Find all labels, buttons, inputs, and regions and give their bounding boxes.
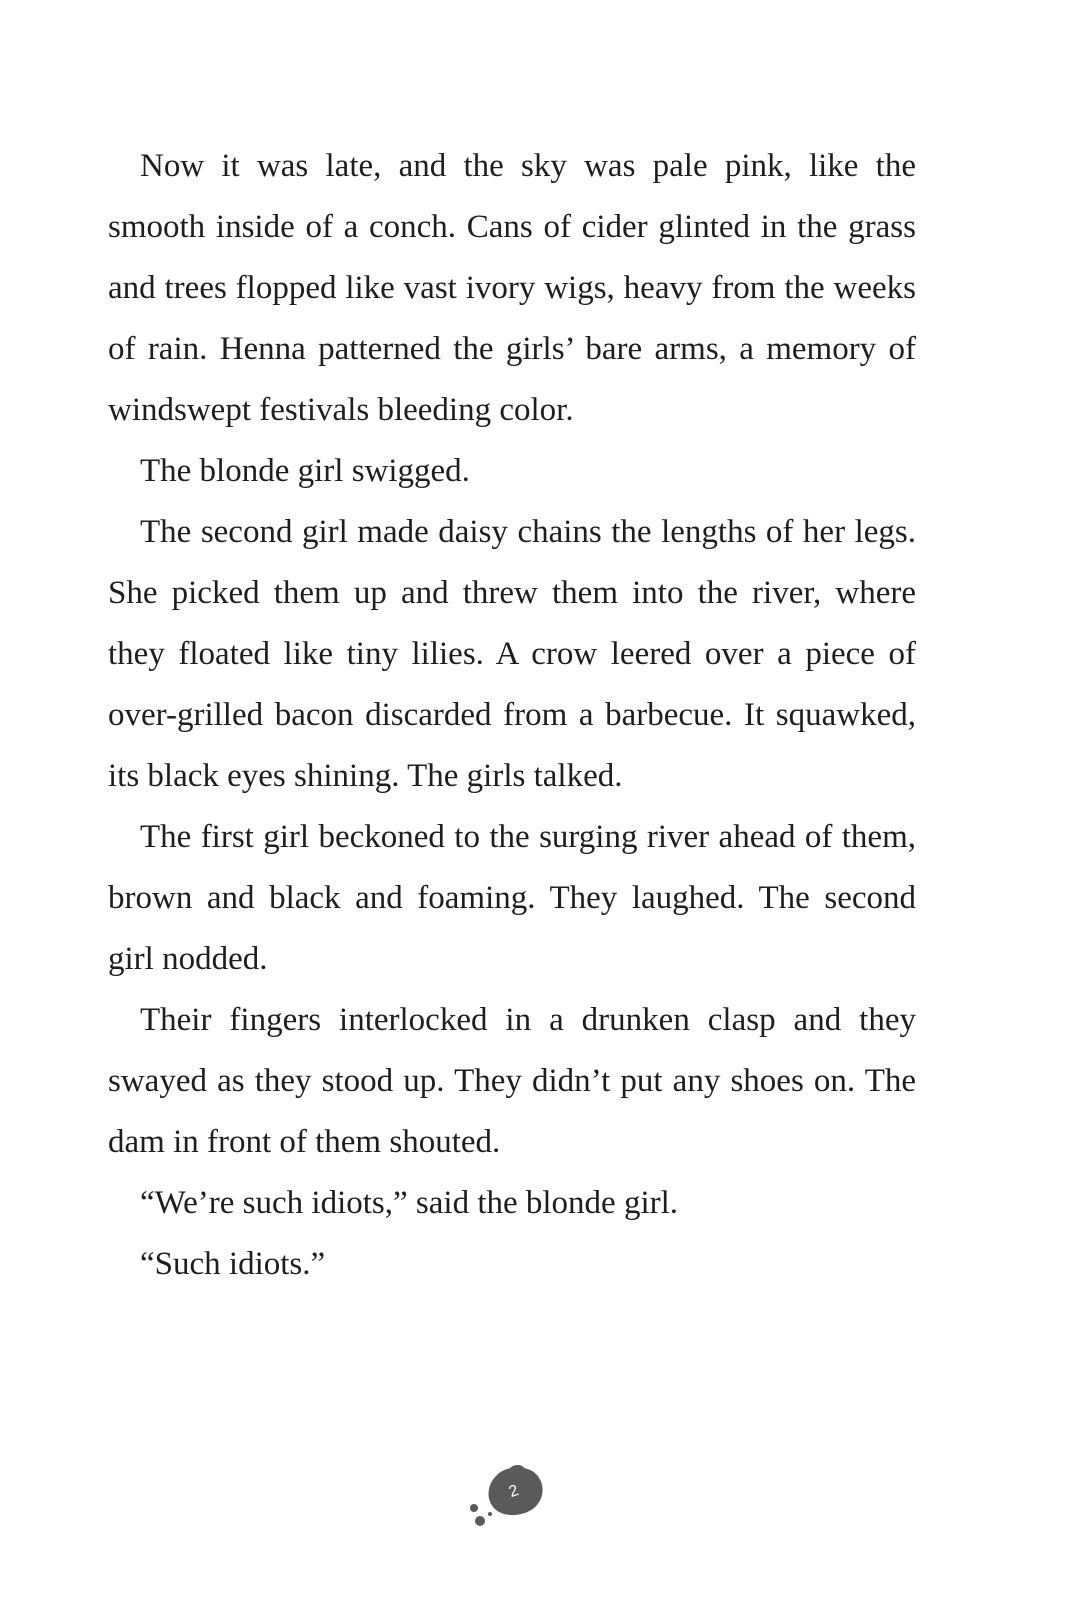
paragraph-3: The second girl made daisy chains the lengths of her legs. She picked them up and threw them into the river, where they floated like tiny lilies. A crow leered over a piece of over-grilled bacon discarded from a barbecue. It squawked, its black eyes shining. The girls talked. xyxy=(108,514,916,794)
paragraph-1: Now it was late, and the sky was pale pink, like the smooth inside of a conch. Cans of cider glinted in the grass and trees flopped like vast ivory wigs, heavy from the weeks of rain. Henna patterned the girls’ bare arms, a memory of windswept festivals bleeding color. xyxy=(108,148,916,428)
paragraph-7: “Such idiots.” xyxy=(140,1246,326,1282)
paragraph-6: “We’re such idiots,” said the blonde girl. xyxy=(140,1185,679,1221)
page-number-ink-blot xyxy=(466,1462,556,1542)
body-text xyxy=(108,136,916,1295)
page-number: 2 xyxy=(506,1482,521,1502)
paragraph-5: Their fingers interlocked in a drunken clasp and they swayed as they stood up. They didn’t put any shoes on. The dam in front of them shouted. xyxy=(108,1002,916,1160)
paragraph-4: The first girl beckoned to the surging river ahead of them, brown and black and foaming. They laughed. The second girl nodded. xyxy=(108,819,916,977)
paragraph-2: The blonde girl swigged. xyxy=(140,453,470,489)
